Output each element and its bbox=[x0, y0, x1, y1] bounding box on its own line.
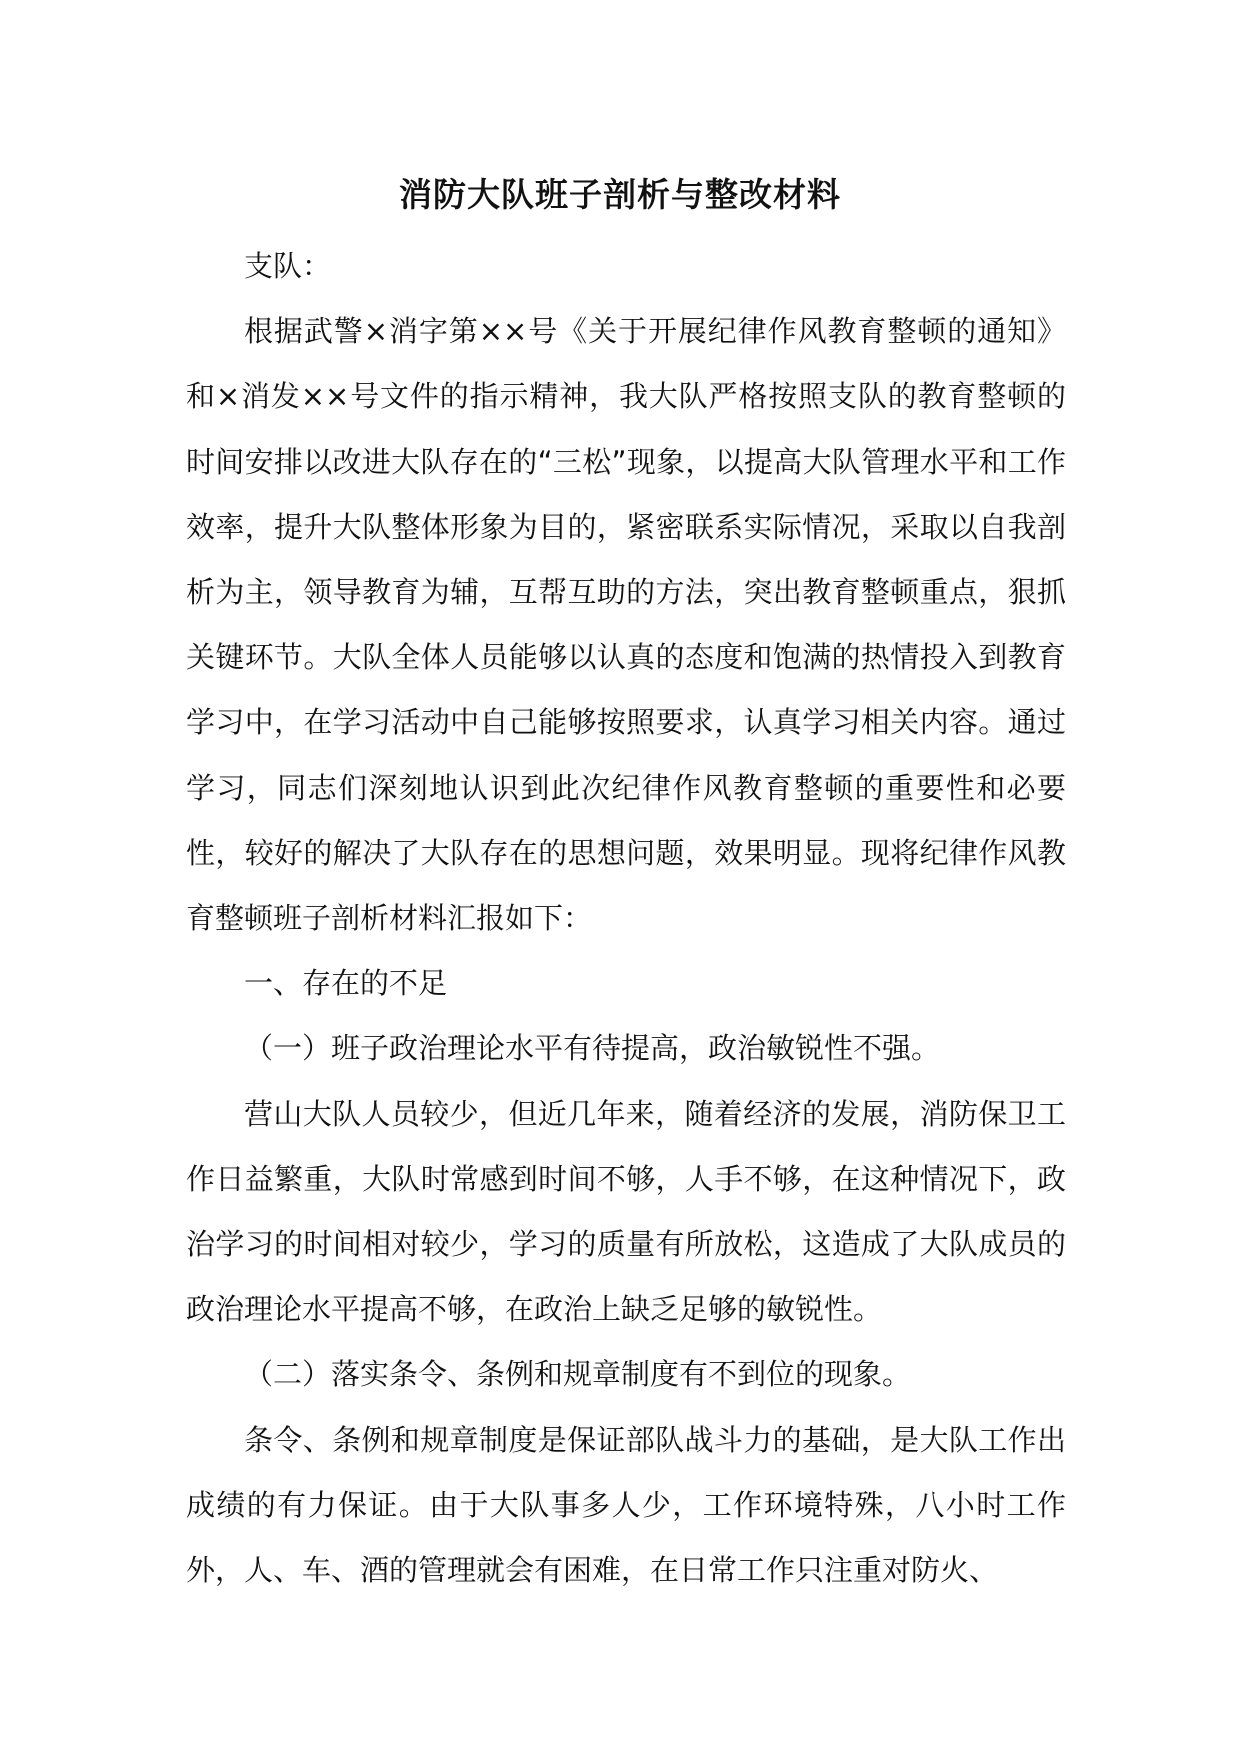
subheading-political-theory: （一）班子政治理论水平有待提高，政治敏锐性不强。 bbox=[244, 1031, 941, 1066]
paragraph-regulations: 条令、条例和规章制度是保证部队战斗力的基础，是大队工作出成绩的有力保证。由于大队事多人少，工作环境特殊，八小时工作外，人、车、酒的管理就会有困难，在日常工作只注重对防火、 bbox=[186, 1422, 1066, 1588]
paragraph-political-theory: 营山大队人员较少，但近几年来，随着经济的发展，消防保卫工作日益繁重，大队时常感到时间不够，人手不够，在这种情况下，政治学习的时间相对较少，学习的质量有所放松，这造成了大队成员的政治理论水平提高不够，在政治上缺乏足够的敏锐性。 bbox=[186, 1096, 1066, 1327]
document-body bbox=[186, 234, 1066, 1603]
intro-paragraph: 根据武警×消字第××号《关于开展纪律作风教育整顿的通知》和×消发××号文件的指示精神，我大队严格按照支队的教育整顿的时间安排以改进大队存在的“三松”现象，以提高大队管理水平和工作效率，提升大队整体形象为目的，紧密联系实际情况，采取以自我剖析为主，领导教育为辅，互帮互助的方法，突出教育整顿重点，狠抓关键环节。大队全体人员能够以认真的态度和饱满的热情投入到教育学习中，在学习活动中自己能够按照要求，认真学习相关内容。通过学习，同志们深刻地认识到此次纪律作风教育整顿的重要性和必要性，较好的解决了大队存在的思想问题，效果明显。现将纪律作风教育整顿班子剖析材料汇报如下： bbox=[186, 314, 1066, 936]
section-heading-shortcomings: 一、存在的不足 bbox=[244, 966, 448, 1001]
salutation: 支队： bbox=[244, 249, 332, 283]
subheading-regulations: （二）落实条令、条例和规章制度有不到位的现象。 bbox=[244, 1357, 912, 1392]
document-title: 消防大队班子剖析与整改材料 bbox=[399, 175, 841, 214]
